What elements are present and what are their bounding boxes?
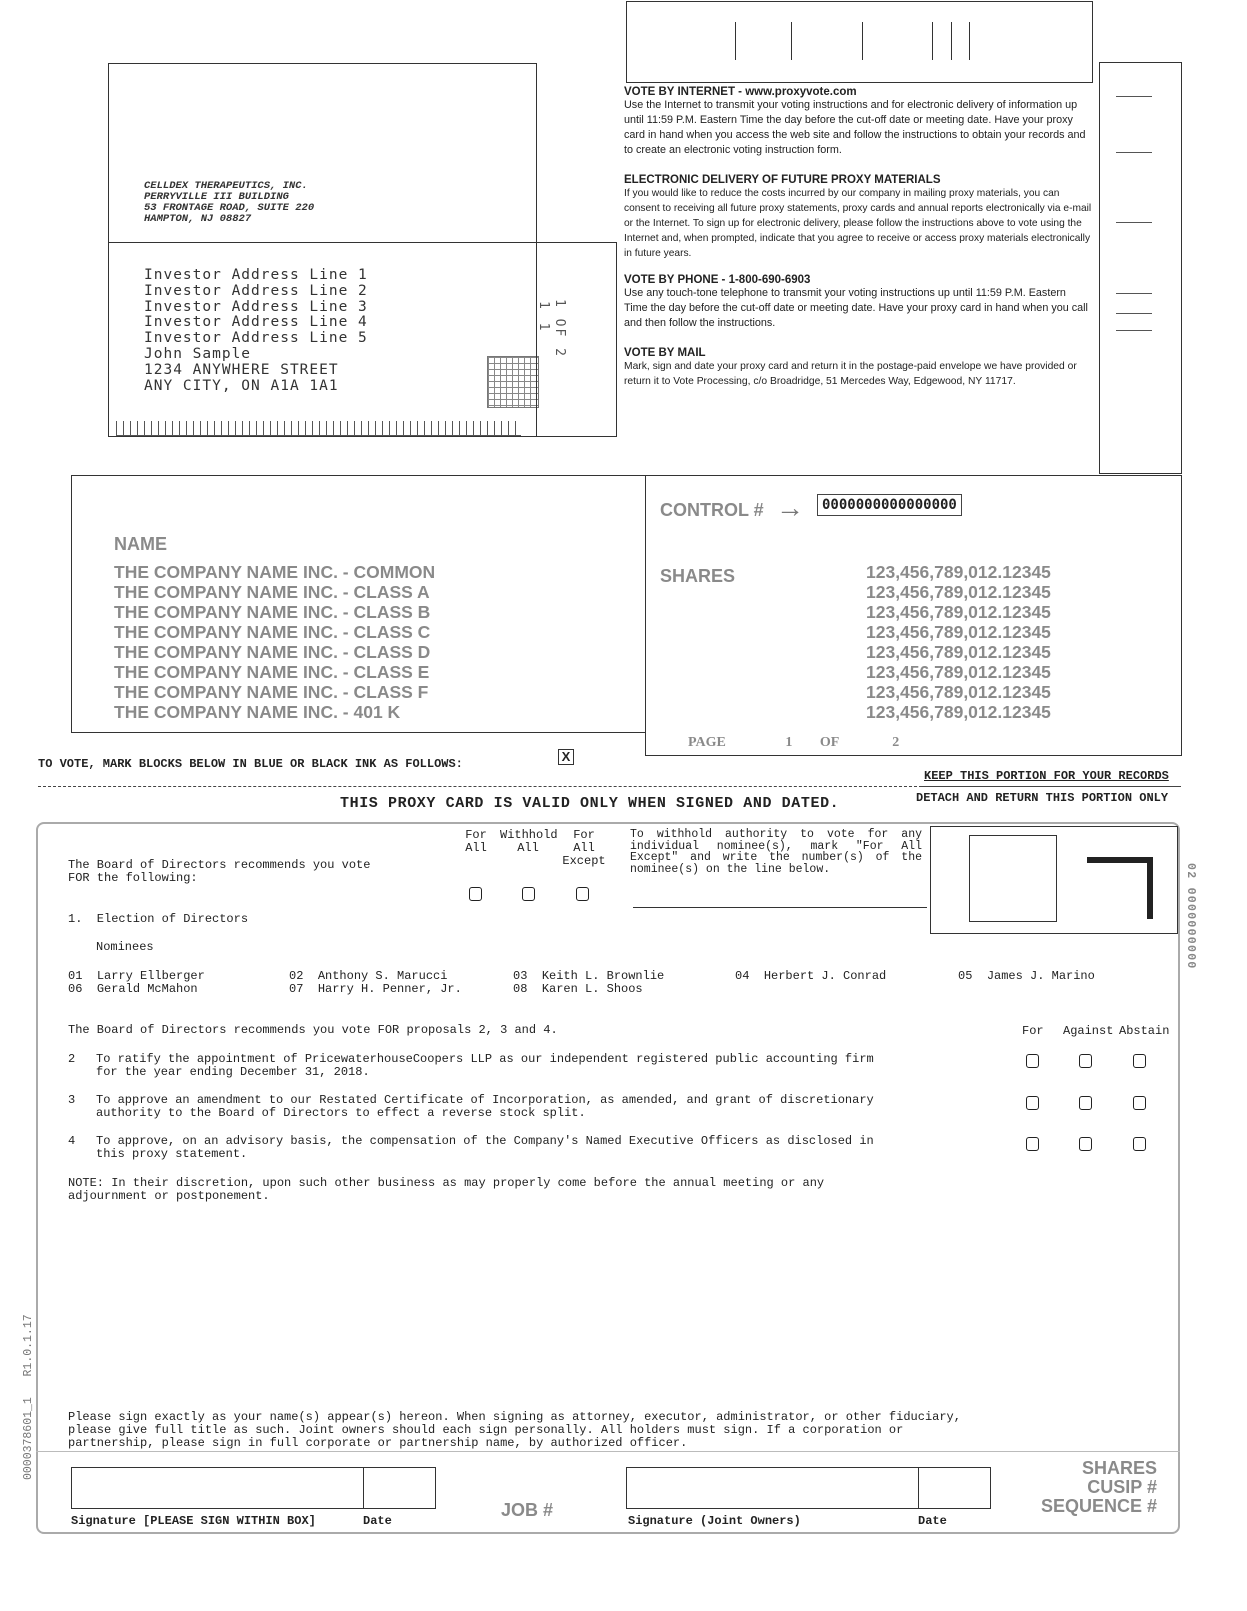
nominee-item [735, 970, 886, 983]
col-against: Against [1063, 1024, 1114, 1038]
share-amount: 123,456,789,012.12345 [866, 642, 1051, 662]
nominee-num: 06 [68, 982, 83, 996]
barcode-bar [862, 22, 863, 60]
sheet-count: 1 OF 2 [552, 299, 567, 358]
proposal-3-for-checkbox[interactable] [1026, 1096, 1039, 1110]
mark-example-icon: X [558, 749, 574, 765]
proposal-text: To ratify the appointment of PricewaterhouseCoopers LLP as our independent registered public accounting firm for the year ending December 31, 2018. [96, 1052, 874, 1079]
nominee-num: 05 [958, 969, 973, 983]
share-amount: 123,456,789,012.12345 [866, 662, 1051, 682]
phone-text: Use any touch-tone telephone to transmit your voting instructions up until 11:59 P.M. Eastern Time the day before the cut-off date or meeting date. Have your proxy card in hand when you call and then follow the instructions. [624, 287, 1088, 329]
edelivery-heading: ELECTRONIC DELIVERY OF FUTURE PROXY MATERIALS [624, 174, 941, 186]
side-code: 02 0000000000 [1184, 863, 1197, 970]
col-for-all: For All [465, 828, 487, 855]
share-amount: 123,456,789,012.12345 [866, 562, 1051, 582]
for-all-except-checkbox[interactable] [576, 887, 589, 901]
exception-nominee-line[interactable] [633, 907, 927, 908]
holdings-shares-box [645, 475, 1182, 756]
job-label: JOB # [501, 1500, 554, 1520]
col-abstain: Abstain [1119, 1024, 1170, 1038]
tracking-tags [1010, 1459, 1157, 1516]
detach-line [38, 786, 922, 787]
investor-line: Investor Address Line 5 [144, 330, 368, 347]
company-name: THE COMPANY NAME INC. - 401 K [114, 702, 401, 722]
grid-mark [487, 356, 539, 408]
tick-mark [1116, 330, 1152, 331]
investor-address-box [108, 242, 537, 437]
page-label: PAGE [688, 735, 726, 750]
internet-text: Use the Internet to transmit your voting instructions and for electronic delivery of information up until 11:59 P.M. Eastern Time the day before the cut-off date or meeting date. Have your proxy card in hand when you access the web site and follow the instructions to obtain your records and to create an electronic voting instruction form. [624, 99, 1086, 156]
proposal-4-for-checkbox[interactable] [1026, 1137, 1039, 1151]
sender-address [144, 181, 314, 225]
nominee-name: Anthony S. Marucci [317, 969, 448, 983]
sheet-index: 1 1 [536, 301, 551, 334]
control-number: 0000000000000000 [817, 494, 962, 516]
shares-label: SHARES [660, 566, 736, 586]
shares-list [866, 562, 1051, 722]
signature-label: Signature [PLEASE SIGN WITHIN BOX] [71, 1514, 316, 1528]
investor-line: John Sample [144, 345, 252, 362]
detach-portion: DETACH AND RETURN THIS PORTION ONLY [916, 791, 1169, 805]
shares-tag: SHARES [1081, 1458, 1157, 1478]
for-all-checkbox[interactable] [469, 887, 482, 901]
internet-heading: VOTE BY INTERNET - www.proxyvote.com [624, 86, 857, 98]
proposal-2-for-checkbox[interactable] [1026, 1054, 1039, 1068]
share-amount: 123,456,789,012.12345 [866, 622, 1051, 642]
valid-notice: THIS PROXY CARD IS VALID ONLY WHEN SIGNED AND DATED. [340, 795, 840, 812]
company-list [114, 562, 435, 722]
investor-line: Investor Address Line 2 [144, 282, 368, 299]
share-amount: 123,456,789,012.12345 [866, 682, 1051, 702]
nominee-item [513, 983, 643, 996]
mail-text: Mark, sign and date your proxy card and return it in the postage-paid envelope we have provided or return it to Vote Processing, c/o Broadridge, 51 Mercedes Way, Edgewood, NY 11717. [624, 361, 1077, 387]
proposal-text: To approve an amendment to our Restated Certificate of Incorporation, as amended, and grant of discretionary authority to the Board of Directors to effect a reverse stock split. [96, 1093, 874, 1120]
col-for: For [1022, 1024, 1044, 1038]
page-indicator [688, 735, 899, 751]
nominee-name: Harry H. Penner, Jr. [317, 982, 462, 996]
proposal-2-abstain-checkbox[interactable] [1133, 1054, 1146, 1068]
sheet-count-box [536, 242, 617, 437]
investor-line: 1234 ANYWHERE STREET [144, 361, 339, 378]
investor-line: Investor Address Line 4 [144, 314, 368, 331]
withhold-all-checkbox[interactable] [522, 887, 535, 901]
joint-date-box[interactable] [918, 1467, 991, 1509]
address-square [969, 835, 1057, 922]
nominee-item [68, 983, 198, 996]
left-code: 0000378601_1 R1.0.1.17 [22, 1314, 35, 1480]
proposal-text: To approve, on an advisory basis, the compensation of the Company's Named Executive Officers as disclosed in this proxy statement. [96, 1134, 874, 1161]
company-name: THE COMPANY NAME INC. - CLASS F [114, 682, 429, 702]
proposal-4-against-checkbox[interactable] [1079, 1137, 1092, 1151]
phone-heading: VOTE BY PHONE - 1-800-690-6903 [624, 274, 811, 286]
holdings-name-box [71, 475, 646, 733]
investor-address [144, 268, 368, 394]
sender-line: PERRYVILLE III BUILDING [144, 191, 289, 203]
proposal-num: 2 [68, 1052, 76, 1066]
sign-instructions: Please sign exactly as your name(s) appear(s) hereon. When signing as attorney, executor, administrator, or other fiduciary, please give full title as such. Joint owners should each sign personally. All holders must sign. If a corporation or partnership, please sign in full corporate or partnership name, by authorized officer. [68, 1410, 961, 1450]
company-name: THE COMPANY NAME INC. - CLASS B [114, 602, 431, 622]
tick-mark [1116, 222, 1152, 223]
nominee-item [958, 970, 1095, 983]
keep-portion: KEEP THIS PORTION FOR YOUR RECORDS [924, 769, 1169, 783]
voting-instructions [624, 86, 1092, 389]
item1-label: 1. Election of Directors [68, 912, 249, 926]
nominee-num: 08 [513, 982, 528, 996]
signature-rule [36, 1451, 1180, 1452]
sequence-tag: SEQUENCE # [1040, 1496, 1157, 1516]
joint-signature-label: Signature (Joint Owners) [628, 1514, 801, 1528]
company-name: THE COMPANY NAME INC. - COMMON [114, 562, 436, 582]
nominee-num: 04 [735, 969, 750, 983]
corner-mark [1087, 857, 1153, 919]
tick-mark [1116, 152, 1152, 153]
investor-line: ANY CITY, ON A1A 1A1 [144, 377, 339, 394]
discretion-note: NOTE: In their discretion, upon such other business as may properly come before the annual meeting or any adjournment or postponement. [68, 1176, 825, 1203]
proposal-num: 3 [68, 1093, 76, 1107]
postal-barcode [116, 421, 521, 436]
sender-address-box [108, 63, 537, 243]
col-for-all-except: For All Except [562, 828, 606, 868]
mark-instructions: TO VOTE, MARK BLOCKS BELOW IN BLUE OR BLACK INK AS FOLLOWS: [38, 757, 463, 771]
address-box-right [930, 826, 1178, 934]
edelivery-text: If you would like to reduce the costs incurred by our company in mailing proxy materials, you can consent to receiving all future proxy statements, proxy cards and annual reports electronically via e-mail or the Internet. To sign up for electronic delivery, please follow the instructions above to vote using the Internet and, when prompted, indicate that you agree to receive or access proxy materials electronically in future years. [624, 188, 1092, 259]
nominee-name: Keith L. Brownlie [541, 969, 665, 983]
tick-mark [1116, 293, 1152, 294]
page-num: 1 [785, 735, 793, 750]
barcode-bar [951, 22, 952, 60]
withhold-instructions: To withhold authority to vote for any individual nominee(s), mark "For All Except" and write the number(s) of the nominee(s) on the line below. [630, 828, 922, 876]
date-box[interactable] [363, 1467, 436, 1509]
barcode-bar [791, 22, 792, 60]
signature-box[interactable] [71, 1467, 364, 1509]
proposal-3-abstain-checkbox[interactable] [1133, 1096, 1146, 1110]
company-name: THE COMPANY NAME INC. - CLASS A [114, 582, 430, 602]
tick-mark [1116, 96, 1152, 97]
proposal-2-against-checkbox[interactable] [1079, 1054, 1092, 1068]
proposal-4-abstain-checkbox[interactable] [1133, 1137, 1146, 1151]
nominee-name: Herbert J. Conrad [763, 969, 887, 983]
sender-line: CELLDEX THERAPEUTICS, INC. [144, 180, 308, 192]
cusip-tag: CUSIP # [1087, 1477, 1157, 1497]
mail-heading: VOTE BY MAIL [624, 347, 706, 359]
nominee-name: James J. Marino [986, 969, 1095, 983]
board-rec-1: The Board of Directors recommends you vote FOR the following: [68, 858, 371, 885]
nominees-label: Nominees [96, 940, 154, 954]
proposal-3-against-checkbox[interactable] [1079, 1096, 1092, 1110]
page-of: OF [819, 735, 839, 750]
detach-line-right [922, 786, 1181, 787]
control-label: CONTROL # [660, 500, 764, 520]
investor-line: Investor Address Line 1 [144, 267, 368, 283]
sender-line: 53 FRONTAGE ROAD, SUITE 220 [144, 202, 315, 214]
share-amount: 123,456,789,012.12345 [866, 582, 1051, 602]
barcode-bar [735, 22, 736, 60]
barcode-bar [969, 22, 970, 60]
joint-signature-box[interactable] [626, 1467, 919, 1509]
page-total: 2 [892, 735, 900, 750]
nominee-num: 01 [68, 969, 83, 983]
nominee-num: 07 [289, 982, 304, 996]
company-name: THE COMPANY NAME INC. - CLASS D [114, 642, 431, 662]
share-amount: 123,456,789,012.12345 [866, 702, 1051, 722]
barcode-bar [932, 22, 933, 60]
board-rec-2: The Board of Directors recommends you vote FOR proposals 2, 3 and 4. [68, 1023, 558, 1037]
tick-mark [1116, 313, 1152, 314]
nominee-name: Karen L. Shoos [541, 982, 643, 996]
joint-date-label: Date [918, 1514, 947, 1528]
nominee-name: Larry Ellberger [96, 969, 205, 983]
nominee-num: 03 [513, 969, 528, 983]
nominee-name: Gerald McMahon [96, 982, 198, 996]
investor-line: Investor Address Line 3 [144, 298, 368, 315]
right-tick-strip [1099, 62, 1182, 474]
company-name: THE COMPANY NAME INC. - CLASS E [114, 662, 430, 682]
nominee-item [289, 983, 462, 996]
barcode-box [626, 1, 1093, 83]
date-label: Date [363, 1514, 392, 1528]
sender-line: HAMPTON, NJ 08827 [144, 213, 252, 225]
nominee-num: 02 [289, 969, 304, 983]
proposal-num: 4 [68, 1134, 76, 1148]
name-label: NAME [114, 534, 167, 554]
share-amount: 123,456,789,012.12345 [866, 602, 1051, 622]
col-withhold-all: Withhold All [500, 828, 558, 855]
arrow-icon: → [776, 492, 804, 523]
company-name: THE COMPANY NAME INC. - CLASS C [114, 622, 431, 642]
